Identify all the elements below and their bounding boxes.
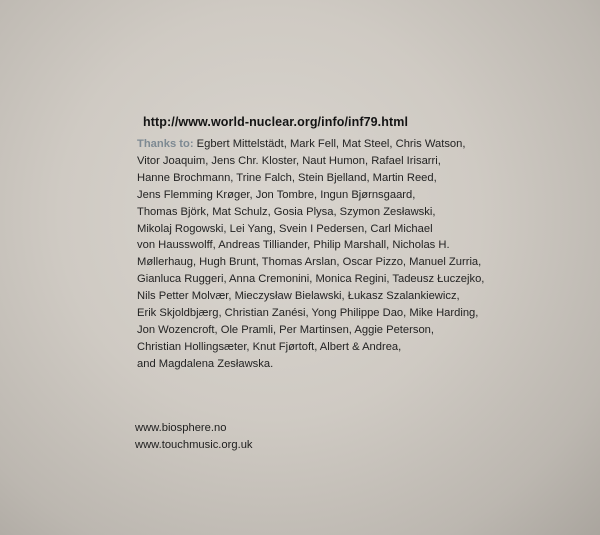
thanks-line: von Hausswolff, Andreas Tilliander, Philip Marshall, Nicholas H. [137,239,450,252]
thanks-line [137,136,467,153]
thanks-line: Møllerhaug, Hugh Brunt, Thomas Arslan, Oscar Pizzo, Manuel Zurria, [137,256,482,269]
thanks-block [137,136,485,373]
thanks-line: Erik Skjoldbjærg, Christian Zanési, Yong Philippe Dao, Mike Harding, [137,307,479,320]
thanks-line: Mikolaj Rogowski, Lei Yang, Svein I Pedersen, Carl Michael [137,222,433,235]
reference-url: http://www.world-nuclear.org/info/inf79.html [143,115,409,129]
thanks-names: Egbert Mittelstädt, Mark Fell, Mat Steel, Chris Watson, [196,138,466,150]
thanks-line: and Magdalena Zesławska. [137,357,274,370]
thanks-line: Jens Flemming Krøger, Jon Tombre, Ingun Bjørnsgaard, [137,188,416,201]
thanks-line: Jon Wozencroft, Ole Pramli, Per Martinsen, Aggie Peterson, [137,323,435,336]
thanks-line: Nils Petter Molvær, Mieczysław Bielawski, Łukasz Szalankiewicz, [137,290,460,303]
website-links [135,420,253,453]
thanks-label: Thanks to: [137,138,194,150]
biosphere-website: www.biosphere.no [135,422,227,434]
thanks-line: Hanne Brochmann, Trine Falch, Stein Bjelland, Martin Reed, [137,171,437,184]
touchmusic-website: www.touchmusic.org.uk [135,438,253,451]
thanks-line: Christian Hollingsæter, Knut Fjørtoft, Albert & Andrea, [137,340,402,353]
thanks-line: Thomas Björk, Mat Schulz, Gosia Plysa, Szymon Zesławski, [137,205,436,218]
thanks-line: Vitor Joaquim, Jens Chr. Kloster, Naut Humon, Rafael Irisarri, [137,154,441,167]
thanks-line: Gianluca Ruggeri, Anna Cremonini, Monica Regini, Tadeusz Łuczejko, [137,273,485,286]
